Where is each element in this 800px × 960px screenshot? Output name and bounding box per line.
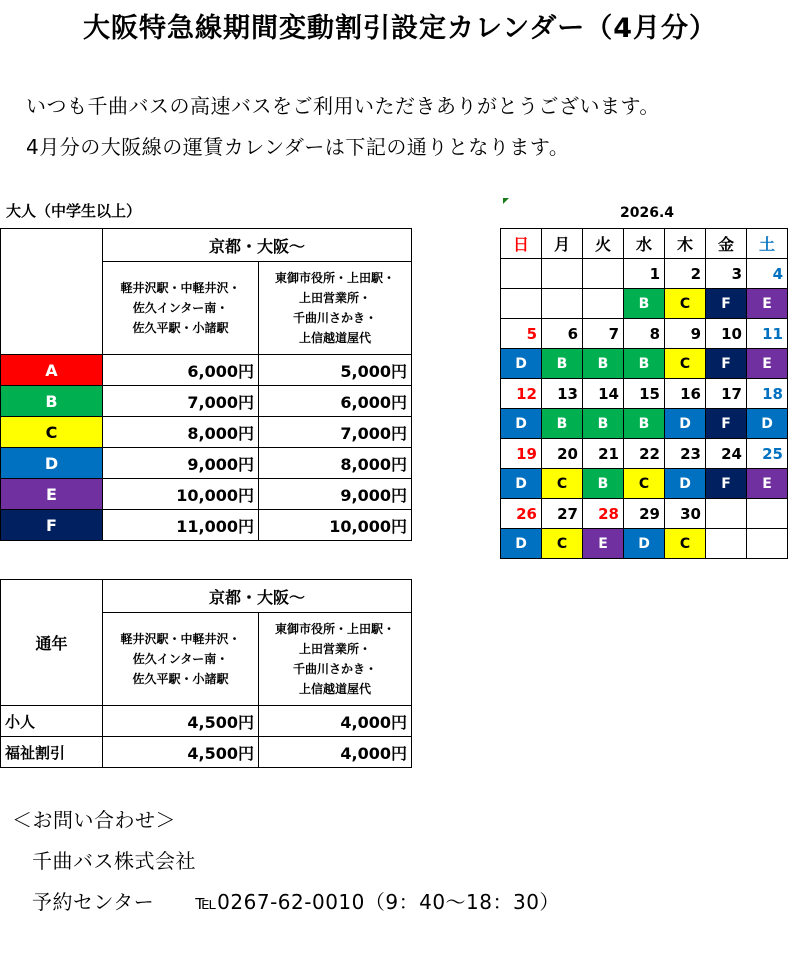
price-cell-2: 8,000円 bbox=[259, 448, 412, 479]
date-cell: 3 bbox=[706, 259, 747, 289]
weekday-cell: 月 bbox=[542, 229, 583, 259]
date-cell: 20 bbox=[542, 439, 583, 469]
station-line: 上信越道屋代 bbox=[298, 331, 371, 345]
grade-row bbox=[501, 529, 788, 559]
price-cell-2: 5,000円 bbox=[259, 355, 412, 386]
weekday-cell: 土 bbox=[747, 229, 788, 259]
date-row bbox=[501, 259, 788, 289]
date-cell: 29 bbox=[624, 499, 665, 529]
date-cell: 13 bbox=[542, 379, 583, 409]
station-line: 佐久インター南・ bbox=[132, 652, 229, 666]
date-cell: 28 bbox=[583, 499, 624, 529]
station-line: 上田営業所・ bbox=[298, 291, 371, 305]
fare-row bbox=[1, 448, 412, 479]
grade-code-cell: B bbox=[624, 409, 665, 439]
intro-line-1: いつも千曲バスの高速バスをご利用いただきありがとうございます。 bbox=[26, 94, 660, 118]
page-title: 大阪特急線期間変動割引設定カレンダー（4月分） bbox=[82, 13, 718, 44]
grade-code-cell bbox=[542, 289, 583, 319]
weekday-cell: 水 bbox=[624, 229, 665, 259]
grade-code-cell bbox=[706, 529, 747, 559]
grade-cell: A bbox=[1, 355, 103, 386]
grade-code-cell: E bbox=[747, 289, 788, 319]
date-cell: 1 bbox=[624, 259, 665, 289]
grade-row bbox=[501, 349, 788, 379]
price-cell-2: 9,000円 bbox=[259, 479, 412, 510]
date-row bbox=[501, 439, 788, 469]
station-line: 軽井沢駅・中軽井沢・ bbox=[120, 281, 241, 295]
grade-code-cell: B bbox=[583, 409, 624, 439]
date-cell bbox=[501, 259, 542, 289]
date-cell: 7 bbox=[583, 319, 624, 349]
date-cell: 25 bbox=[747, 439, 788, 469]
fare-calendar bbox=[500, 228, 788, 559]
date-cell: 14 bbox=[583, 379, 624, 409]
station-group-2 bbox=[259, 262, 412, 355]
date-cell: 27 bbox=[542, 499, 583, 529]
date-row bbox=[501, 319, 788, 349]
corner-cell bbox=[1, 229, 103, 355]
grade-code-cell bbox=[501, 289, 542, 319]
grade-code-cell: F bbox=[706, 349, 747, 379]
grade-code-cell: C bbox=[665, 349, 706, 379]
grade-code-cell: F bbox=[706, 409, 747, 439]
station-group-1 bbox=[103, 262, 259, 355]
weekday-cell: 金 bbox=[706, 229, 747, 259]
date-cell: 10 bbox=[706, 319, 747, 349]
grade-code-cell: C bbox=[624, 469, 665, 499]
fare-row bbox=[1, 417, 412, 448]
date-row bbox=[501, 499, 788, 529]
welfare-price-2: 4,000円 bbox=[259, 737, 412, 768]
station-line: 千曲川さかき・ bbox=[292, 311, 377, 325]
price-cell-1: 6,000円 bbox=[103, 355, 259, 386]
child-price-2: 4,000円 bbox=[259, 706, 412, 737]
grade-code-cell: B bbox=[583, 349, 624, 379]
grade-code-cell: B bbox=[583, 469, 624, 499]
date-cell: 5 bbox=[501, 319, 542, 349]
price-cell-2: 7,000円 bbox=[259, 417, 412, 448]
child-fare-table bbox=[0, 579, 412, 768]
weekday-header bbox=[501, 229, 788, 259]
grade-code-cell: D bbox=[747, 409, 788, 439]
grade-cell: C bbox=[1, 417, 103, 448]
date-cell: 26 bbox=[501, 499, 542, 529]
intro-line-2: 4月分の大阪線の運賃カレンダーは下記の通りとなります。 bbox=[26, 135, 570, 159]
date-cell: 12 bbox=[501, 379, 542, 409]
grade-row bbox=[501, 289, 788, 319]
date-cell: 15 bbox=[624, 379, 665, 409]
route-header: 京都・大阪～ bbox=[103, 580, 412, 613]
fare-row bbox=[1, 510, 412, 541]
date-cell: 18 bbox=[747, 379, 788, 409]
child-label: 小人 bbox=[1, 706, 103, 737]
grade-cell: D bbox=[1, 448, 103, 479]
grade-cell: B bbox=[1, 386, 103, 417]
grade-code-cell: D bbox=[665, 409, 706, 439]
fare-row bbox=[1, 355, 412, 386]
date-cell: 6 bbox=[542, 319, 583, 349]
grade-code-cell: B bbox=[542, 349, 583, 379]
price-cell-1: 8,000円 bbox=[103, 417, 259, 448]
date-cell: 11 bbox=[747, 319, 788, 349]
grade-code-cell bbox=[583, 289, 624, 319]
price-cell-1: 7,000円 bbox=[103, 386, 259, 417]
station-line: 佐久平駅・小諸駅 bbox=[132, 321, 229, 335]
price-cell-2: 10,000円 bbox=[259, 510, 412, 541]
adult-fare-table bbox=[0, 228, 412, 541]
year-round-label: 通年 bbox=[1, 580, 103, 706]
station-line: 佐久インター南・ bbox=[132, 301, 229, 315]
grade-code-cell: E bbox=[747, 469, 788, 499]
station-line: 東御市役所・上田駅・ bbox=[274, 622, 395, 636]
grade-cell: E bbox=[1, 479, 103, 510]
grade-code-cell: F bbox=[706, 469, 747, 499]
grade-row bbox=[501, 409, 788, 439]
date-cell bbox=[706, 499, 747, 529]
date-cell: 19 bbox=[501, 439, 542, 469]
grade-code-cell: B bbox=[624, 289, 665, 319]
date-row bbox=[501, 379, 788, 409]
station-group-1 bbox=[103, 613, 259, 706]
grade-code-cell: D bbox=[624, 529, 665, 559]
date-cell: 9 bbox=[665, 319, 706, 349]
price-cell-2: 6,000円 bbox=[259, 386, 412, 417]
date-cell: 30 bbox=[665, 499, 706, 529]
grade-code-cell: D bbox=[665, 469, 706, 499]
price-cell-1: 10,000円 bbox=[103, 479, 259, 510]
station-line: 千曲川さかき・ bbox=[292, 662, 377, 676]
grade-code-cell: C bbox=[665, 289, 706, 319]
cell-comment-marker bbox=[503, 198, 509, 204]
station-line: 上田営業所・ bbox=[298, 642, 371, 656]
weekday-cell: 木 bbox=[665, 229, 706, 259]
station-line: 上信越道屋代 bbox=[298, 682, 371, 696]
station-group-2 bbox=[259, 613, 412, 706]
grade-code-cell: C bbox=[542, 469, 583, 499]
date-cell bbox=[542, 259, 583, 289]
grade-code-cell: D bbox=[501, 349, 542, 379]
weekday-cell: 火 bbox=[583, 229, 624, 259]
grade-cell: F bbox=[1, 510, 103, 541]
station-line: 東御市役所・上田駅・ bbox=[274, 271, 395, 285]
date-cell: 8 bbox=[624, 319, 665, 349]
route-header: 京都・大阪～ bbox=[103, 229, 412, 262]
grade-code-cell: B bbox=[624, 349, 665, 379]
contact-heading: ＜お問い合わせ＞ bbox=[12, 808, 176, 832]
adult-label: 大人（中学生以上） bbox=[6, 202, 142, 220]
date-cell bbox=[583, 259, 624, 289]
grade-code-cell bbox=[747, 529, 788, 559]
grade-code-cell: D bbox=[501, 529, 542, 559]
date-cell bbox=[747, 499, 788, 529]
reservation-line: 予約センター ℡0267-62-0010（9：40～18：30） bbox=[32, 890, 560, 914]
fare-row bbox=[1, 479, 412, 510]
fare-row bbox=[1, 386, 412, 417]
grade-code-cell: C bbox=[665, 529, 706, 559]
date-cell: 17 bbox=[706, 379, 747, 409]
station-line: 佐久平駅・小諸駅 bbox=[132, 672, 229, 686]
price-cell-1: 11,000円 bbox=[103, 510, 259, 541]
welfare-price-1: 4,500円 bbox=[103, 737, 259, 768]
date-cell: 23 bbox=[665, 439, 706, 469]
company-name: 千曲バス株式会社 bbox=[32, 849, 196, 873]
grade-code-cell: E bbox=[583, 529, 624, 559]
grade-code-cell: D bbox=[501, 469, 542, 499]
child-price-1: 4,500円 bbox=[103, 706, 259, 737]
grade-code-cell: D bbox=[501, 409, 542, 439]
welfare-label: 福祉割引 bbox=[1, 737, 103, 768]
station-line: 軽井沢駅・中軽井沢・ bbox=[120, 632, 241, 646]
contact-block bbox=[12, 800, 560, 923]
date-cell: 21 bbox=[583, 439, 624, 469]
grade-row bbox=[501, 469, 788, 499]
calendar-month: 2026.4 bbox=[620, 205, 675, 221]
date-cell: 22 bbox=[624, 439, 665, 469]
date-cell: 2 bbox=[665, 259, 706, 289]
intro-text bbox=[26, 86, 660, 168]
weekday-cell: 日 bbox=[501, 229, 542, 259]
date-cell: 24 bbox=[706, 439, 747, 469]
date-cell: 4 bbox=[747, 259, 788, 289]
grade-code-cell: C bbox=[542, 529, 583, 559]
grade-code-cell: E bbox=[747, 349, 788, 379]
price-cell-1: 9,000円 bbox=[103, 448, 259, 479]
date-cell: 16 bbox=[665, 379, 706, 409]
grade-code-cell: B bbox=[542, 409, 583, 439]
grade-code-cell: F bbox=[706, 289, 747, 319]
